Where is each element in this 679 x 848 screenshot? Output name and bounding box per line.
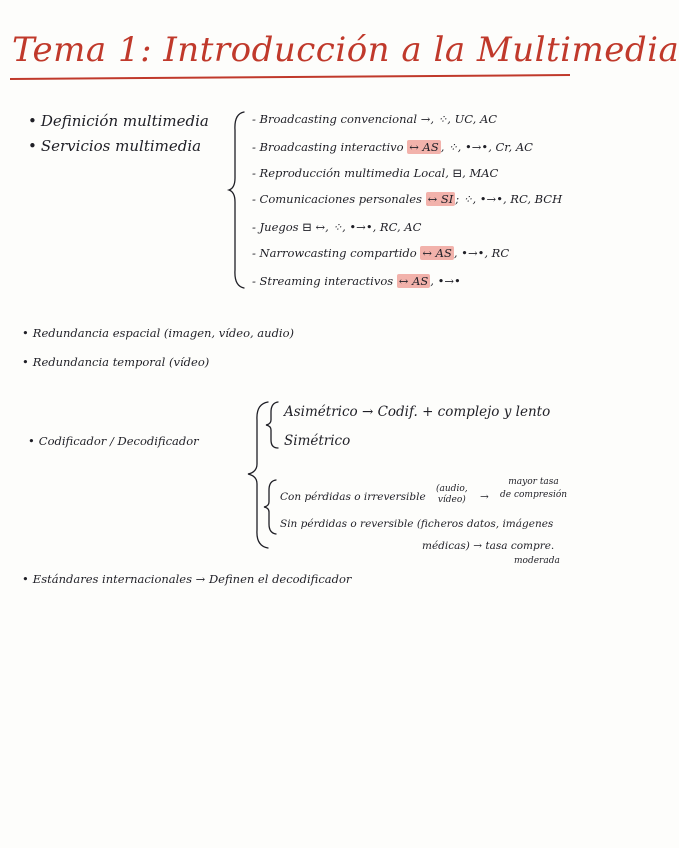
sin-perdidas-line3: moderada [514,556,560,566]
arrow-glyph: → [480,491,489,503]
service-item: - Juegos ⊟ ↔, ⁘, •→•, RC, AC [252,220,422,234]
sin-perdidas-line1: Sin pérdidas o reversible (ficheros datos, imágenes [280,518,554,530]
title-underline [10,74,570,80]
page-title: Tema 1: Introducción a la Multimedia [12,30,679,70]
definicion-text: Definición multimedia [40,112,209,130]
highlight-badge: ↔ AS [422,246,452,260]
con-perdidas-paren: (audio, vídeo) [436,484,468,505]
service-item: - Reproducción multimedia Local, ⊟, MAC [252,166,499,180]
bullet-redundancia-espacial: • Redundancia espacial (imagen, vídeo, audio) [22,326,295,340]
bullet-redundancia-temporal: • Redundancia temporal (vídeo) [22,355,210,369]
service-item: - Broadcasting convencional →, ⁘, UC, AC [252,112,498,126]
con-perdidas-text: Con pérdidas o irreversible [280,491,426,503]
bullet-codificador: • Codificador / Decodificador [28,434,199,448]
service-item: - Comunicaciones personales ↔ SI ; ⁘, •→•, RC, BCH [252,192,563,206]
highlight-badge: ↔ SI [427,192,454,206]
highlight-badge: ↔ AS [398,274,429,288]
service-item: - Broadcasting interactivo ↔ AS , ⁘, •→•, Cr, AC [252,140,533,154]
bullet-servicios: • Servicios multimedia [28,137,202,155]
bullet-estandares: • Estándares internacionales → Definen el decodificador [22,572,352,586]
con-perdidas-result: mayor tasa de compresión [500,477,568,500]
codec-symmetry-brace [264,400,282,450]
highlight-badge: ↔ AS [409,140,439,154]
codec-loss-brace [262,478,280,536]
sin-perdidas-line2: médicas) → tasa compre. [422,540,555,552]
bullet-definicion: • Definición multimedia [28,112,209,130]
asimetrico-text: Asimétrico → Codif. + complejo y lento [284,404,551,420]
service-item: - Streaming interactivos ↔ AS , •→• [252,274,461,288]
simetrico-text: Simétrico [284,433,351,449]
servicios-text: Servicios multimedia [40,137,202,155]
services-brace [228,110,248,290]
service-item: - Narrowcasting compartido ↔ AS , •→•, RC [252,246,510,260]
